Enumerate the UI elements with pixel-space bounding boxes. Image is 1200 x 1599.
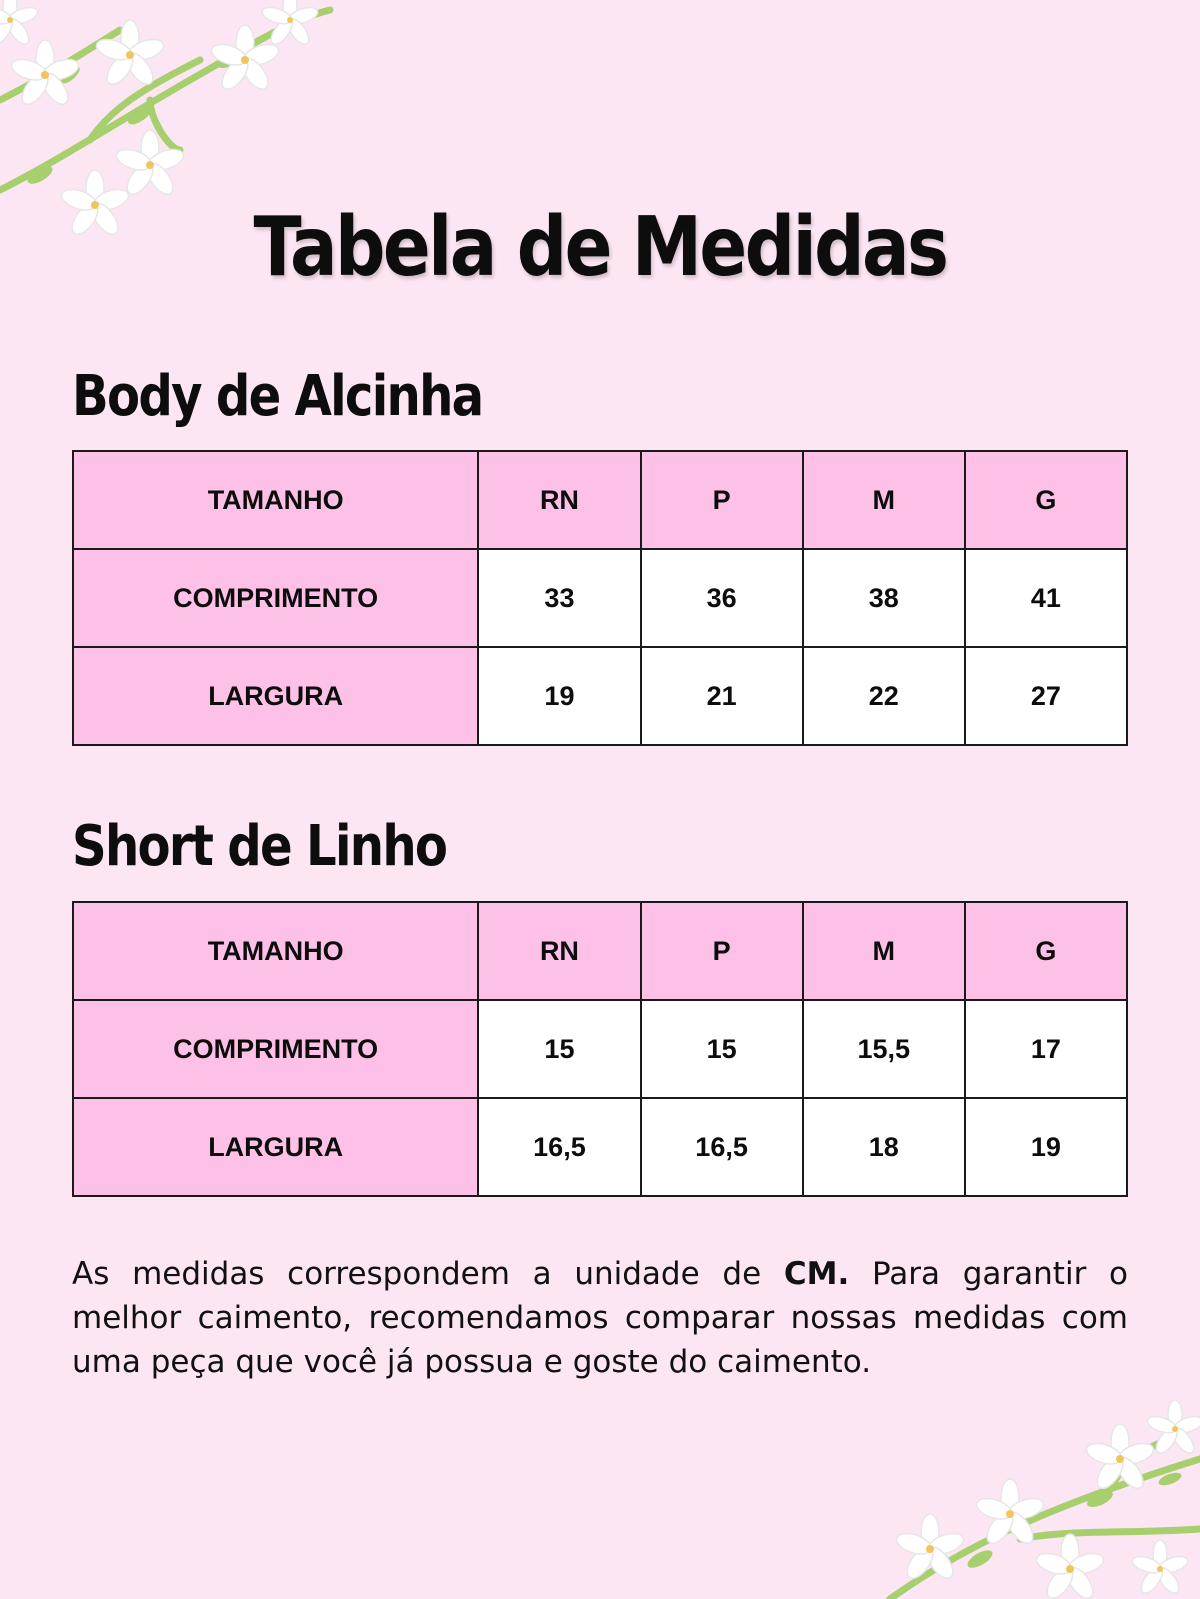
value-cell: 19: [965, 1098, 1127, 1196]
value-cell: 15,5: [803, 1000, 965, 1098]
row-label: COMPRIMENTO: [73, 549, 478, 647]
table-header-row: [73, 451, 1127, 549]
table-row: [73, 549, 1127, 647]
note-unit: CM.: [783, 1256, 850, 1292]
value-cell: 16,5: [478, 1098, 640, 1196]
row-label: COMPRIMENTO: [73, 1000, 478, 1098]
value-cell: 16,5: [641, 1098, 803, 1196]
header-cell: M: [803, 451, 965, 549]
row-label: LARGURA: [73, 647, 478, 745]
value-cell: 41: [965, 549, 1127, 647]
value-cell: 18: [803, 1098, 965, 1196]
value-cell: 38: [803, 549, 965, 647]
value-cell: 33: [478, 549, 640, 647]
size-table-body: [72, 450, 1128, 746]
header-cell: TAMANHO: [73, 902, 478, 1000]
flower-icon: [894, 1400, 1200, 1599]
header-cell: G: [965, 451, 1127, 549]
table-header-row: [73, 902, 1127, 1000]
table-row: [73, 1098, 1127, 1196]
value-cell: 19: [478, 647, 640, 745]
value-cell: 15: [478, 1000, 640, 1098]
value-cell: 17: [965, 1000, 1127, 1098]
table-row: [73, 647, 1127, 745]
row-label: LARGURA: [73, 1098, 478, 1196]
measurement-note: [72, 1252, 1128, 1384]
section-title-body: Body de Alcinha: [72, 364, 483, 429]
header-cell: M: [803, 902, 965, 1000]
table-row: [73, 1000, 1127, 1098]
value-cell: 21: [641, 647, 803, 745]
section-title-short: Short de Linho: [72, 814, 447, 879]
value-cell: 15: [641, 1000, 803, 1098]
header-cell: G: [965, 902, 1127, 1000]
header-cell: P: [641, 902, 803, 1000]
note-rest: Para garantir o melhor caimento, recomendamos comparar nossas medidas com uma peça que você já possua e goste do caimento.: [72, 1256, 1128, 1380]
header-cell: TAMANHO: [73, 451, 478, 549]
header-cell: RN: [478, 902, 640, 1000]
flower-branch-decoration-bottom-right: [870, 1399, 1200, 1599]
page-title: Tabela de Medidas: [253, 200, 947, 295]
note-lead: As medidas correspondem a unidade de: [72, 1256, 784, 1292]
size-table-short: [72, 901, 1128, 1197]
header-cell: P: [641, 451, 803, 549]
value-cell: 36: [641, 549, 803, 647]
value-cell: 27: [965, 647, 1127, 745]
value-cell: 22: [803, 647, 965, 745]
header-cell: RN: [478, 451, 640, 549]
